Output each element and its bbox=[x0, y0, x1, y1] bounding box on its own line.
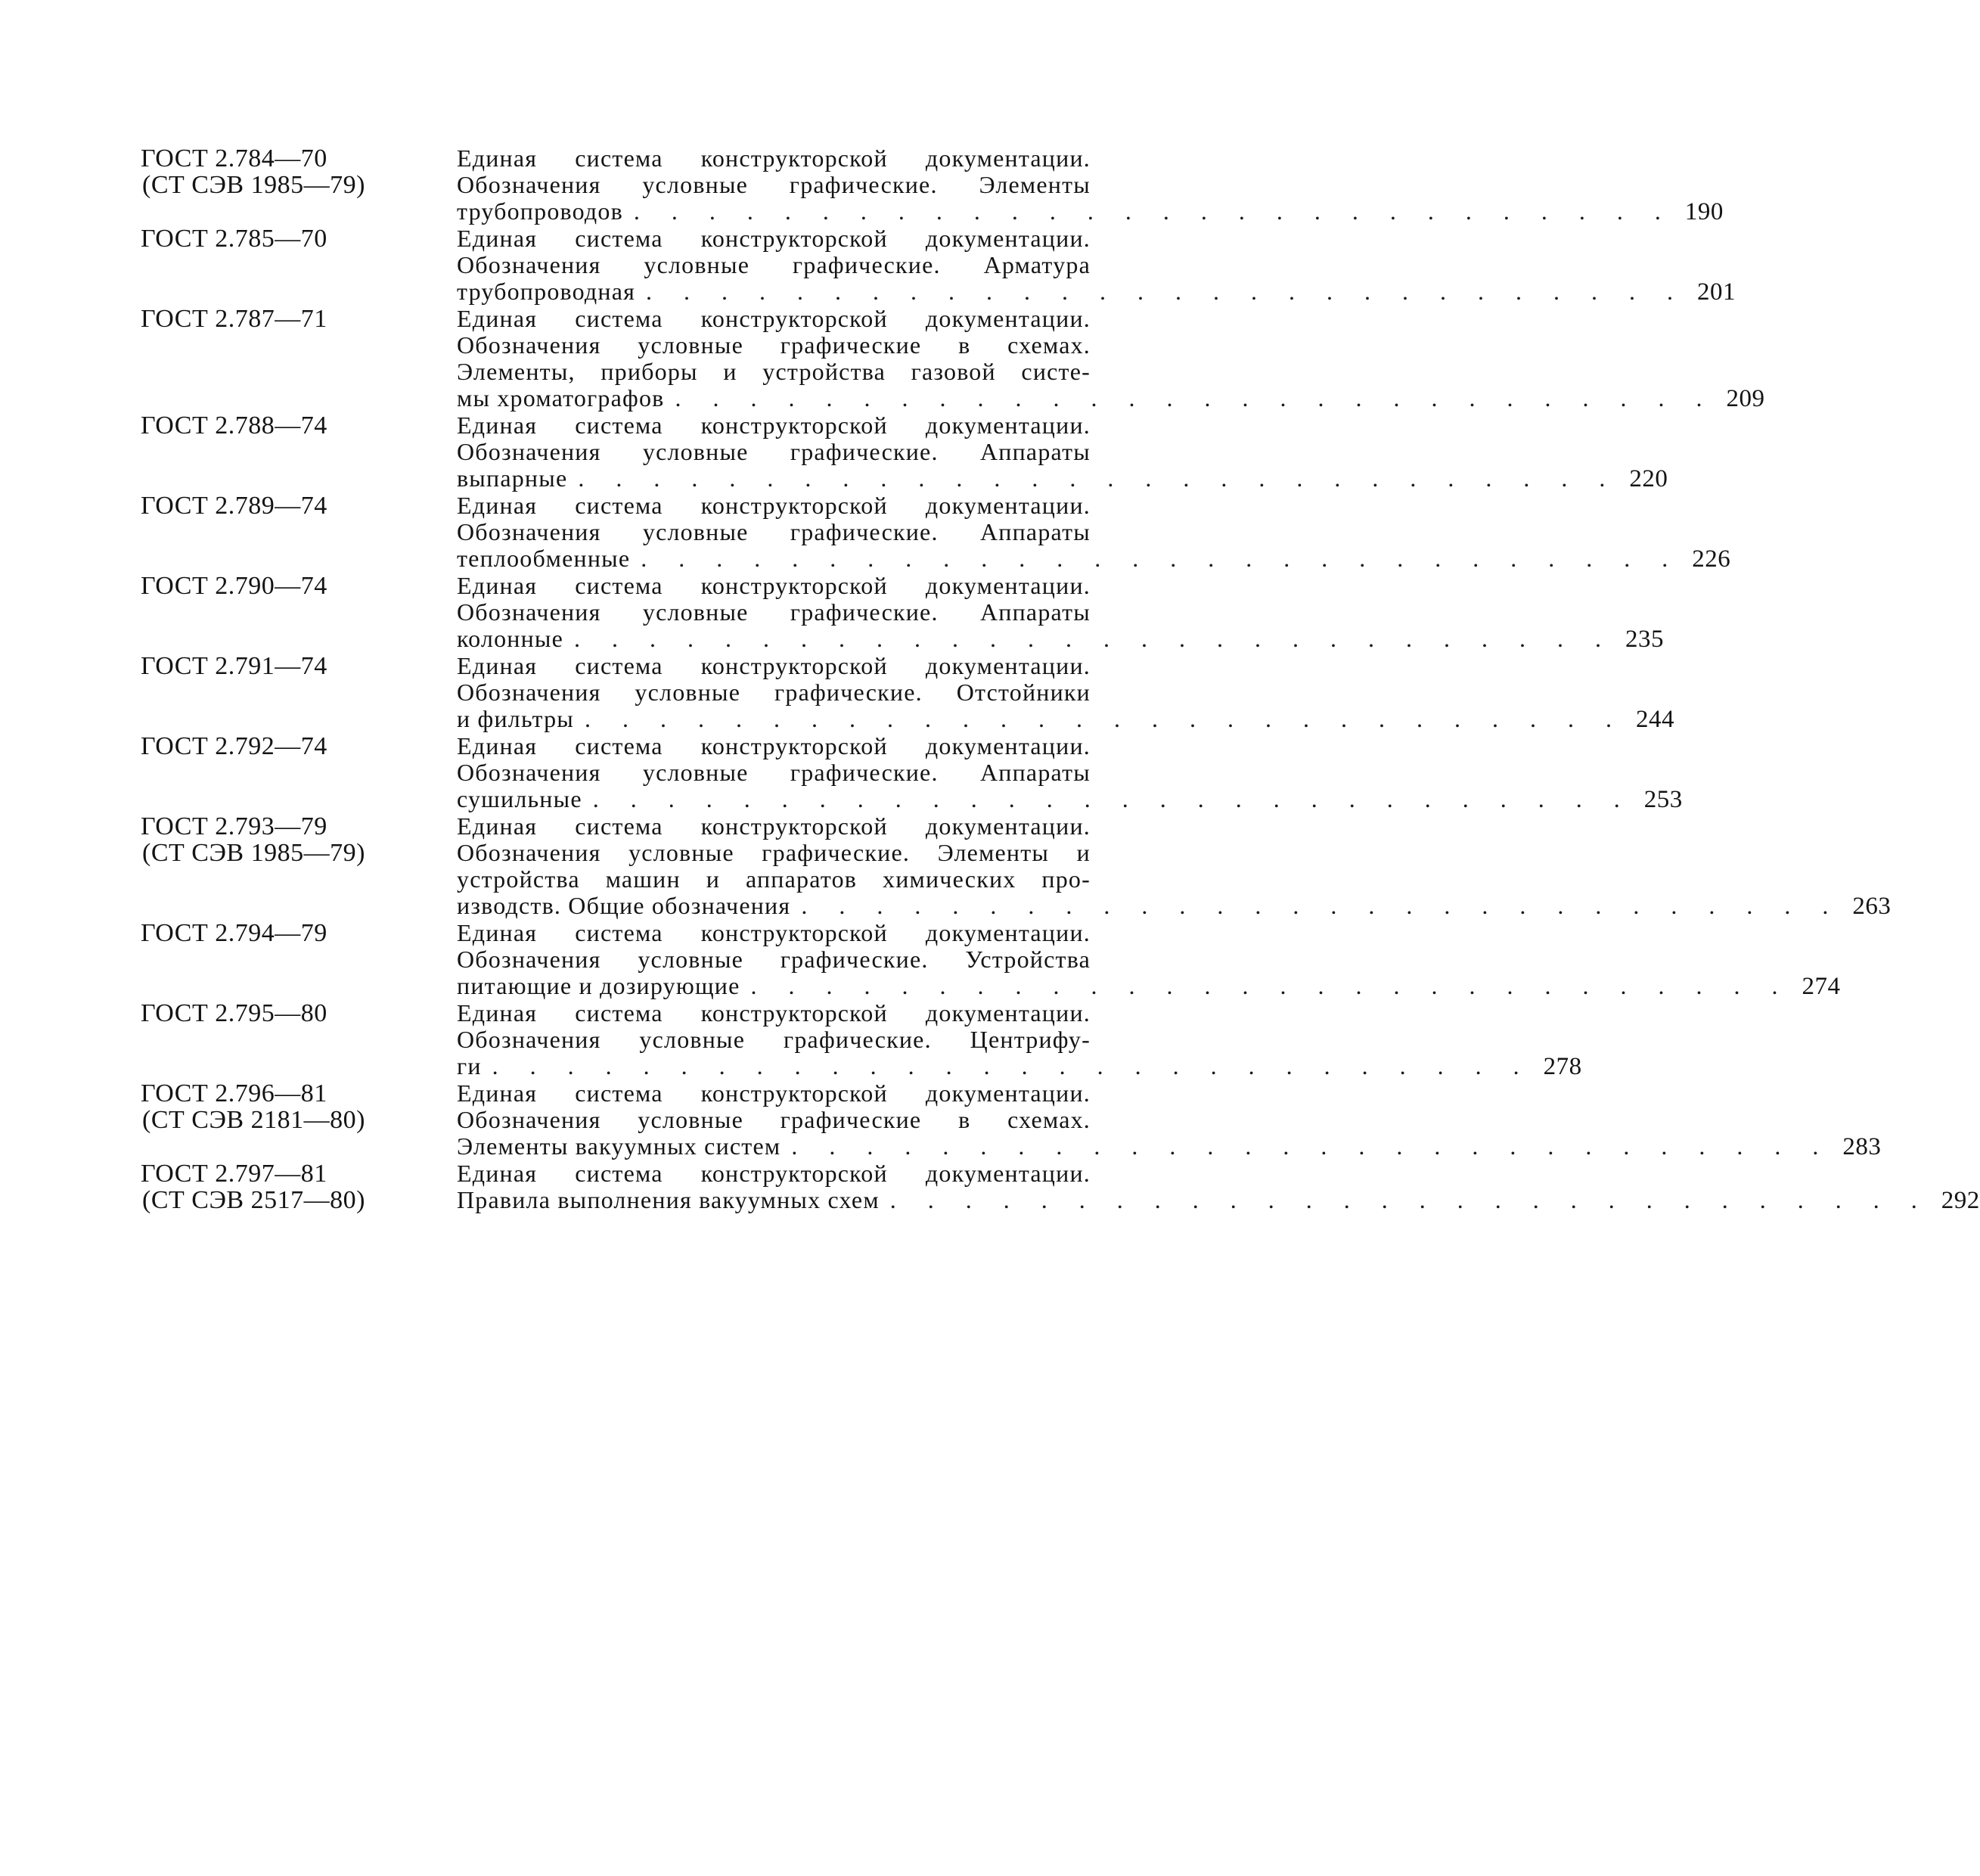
page-number: 190 bbox=[1684, 198, 1724, 225]
standard-title bbox=[457, 305, 1765, 412]
dot-leader: . . . . . . . . . . . . . . . . . . . . . . . . . . . . bbox=[641, 545, 1681, 572]
title-line: Обозначения условные графические. Устройства bbox=[457, 946, 1091, 973]
title-line-end: выпарные bbox=[457, 464, 568, 492]
gost-index-list bbox=[141, 144, 1980, 1214]
title-line: устройства машин и аппаратов химических про- bbox=[457, 865, 1091, 893]
title-last-line bbox=[457, 1186, 1980, 1214]
title-last-line bbox=[457, 464, 1668, 492]
title-line: Обозначения условные графические в схемах. bbox=[457, 1106, 1091, 1133]
index-entry bbox=[141, 412, 1668, 492]
dot-leader: . . . . . . . . . . . . . . . . . . . . . . . . . . . . bbox=[592, 785, 1633, 812]
index-entry bbox=[141, 492, 1731, 573]
title-line: Единая система конструкторской документации. bbox=[457, 652, 1091, 679]
title-line: Обозначения условные графические. Отстойники bbox=[457, 679, 1091, 706]
st-sev-code: (СТ СЭВ 2517—80) bbox=[142, 1186, 365, 1214]
title-line: Обозначения условные графические. Элементы bbox=[457, 171, 1091, 198]
title-line-end: мы хроматографов bbox=[457, 384, 665, 412]
title-last-line bbox=[457, 1052, 1582, 1080]
index-entry bbox=[141, 1160, 1980, 1214]
title-line-end: трубопроводная bbox=[457, 278, 636, 305]
standard-title bbox=[457, 1079, 1882, 1160]
standard-codes bbox=[141, 412, 457, 439]
gost-code: ГОСТ 2.789—74 bbox=[141, 492, 327, 520]
standard-title bbox=[457, 919, 1841, 1000]
page-number: 283 bbox=[1842, 1133, 1882, 1160]
dot-leader: . . . . . . . . . . . . . . . . . . . . . . . . . . . . bbox=[675, 384, 1715, 412]
title-line-end: Элементы вакуумных систем bbox=[457, 1132, 781, 1160]
standard-codes bbox=[141, 920, 457, 946]
gost-code: ГОСТ 2.790—74 bbox=[141, 572, 327, 600]
standard-title bbox=[457, 812, 1892, 920]
standard-codes bbox=[141, 653, 457, 679]
dot-leader: . . . . . . . . . . . . . . . . . . . . . . . . . . . . bbox=[574, 625, 1615, 652]
index-entry bbox=[141, 812, 1892, 920]
index-entry bbox=[141, 999, 1582, 1080]
title-last-line bbox=[457, 197, 1724, 225]
st-sev-code: (СТ СЭВ 2181—80) bbox=[142, 1106, 365, 1134]
title-line: Обозначения условные графические. Аппараты bbox=[457, 438, 1091, 465]
title-line: Обозначения условные графические. Элементы и bbox=[457, 839, 1091, 866]
title-last-line bbox=[457, 705, 1675, 733]
standard-codes bbox=[141, 813, 457, 866]
page-number: 292 bbox=[1941, 1187, 1980, 1214]
title-line: Единая система конструкторской документации. bbox=[457, 919, 1091, 946]
index-entry bbox=[141, 572, 1665, 653]
title-line: Единая система конструкторской документации. bbox=[457, 305, 1091, 332]
title-line: Обозначения условные графические. Аппараты bbox=[457, 759, 1091, 786]
title-line: Обозначения условные графические. Аппараты bbox=[457, 598, 1091, 626]
standard-title bbox=[457, 1160, 1980, 1214]
page-number: 226 bbox=[1692, 545, 1731, 573]
gost-code: ГОСТ 2.788—74 bbox=[141, 412, 327, 439]
title-line: Единая система конструкторской документации. bbox=[457, 812, 1091, 840]
dot-leader: . . . . . . . . . . . . . . . . . . . . . . . . . . . . bbox=[801, 892, 1842, 919]
standard-title bbox=[457, 732, 1683, 813]
index-entry bbox=[141, 919, 1841, 1000]
standard-codes bbox=[141, 225, 457, 252]
dot-leader: . . . . . . . . . . . . . . . . . . . . . . . . . . . . bbox=[750, 972, 1791, 999]
page-number: 235 bbox=[1625, 626, 1665, 653]
dot-leader: . . . . . . . . . . . . . . . . . . . . . . . . . . . . bbox=[791, 1132, 1832, 1160]
page-number: 201 bbox=[1697, 278, 1736, 306]
title-line: Обозначения условные графические. Центрифу- bbox=[457, 1026, 1091, 1053]
standard-title bbox=[457, 572, 1665, 653]
standard-title bbox=[457, 999, 1582, 1080]
title-line: Единая система конструкторской документации. bbox=[457, 732, 1091, 759]
title-last-line bbox=[457, 625, 1665, 653]
title-last-line bbox=[457, 278, 1736, 306]
standard-codes bbox=[141, 145, 457, 198]
standard-codes bbox=[141, 1000, 457, 1027]
dot-leader: . . . . . . . . . . . . . . . . . . . . . . . . . . . . bbox=[492, 1052, 1532, 1079]
title-line-end: Правила выполнения вакуумных схем bbox=[457, 1186, 880, 1213]
title-line: Обозначения условные графические. Аппараты bbox=[457, 518, 1091, 545]
title-line: Элементы, приборы и устройства газовой систе- bbox=[457, 358, 1091, 385]
gost-code: ГОСТ 2.793—79 bbox=[141, 812, 327, 840]
title-line: Единая система конструкторской документации. bbox=[457, 144, 1091, 172]
standard-codes bbox=[141, 306, 457, 332]
index-entry bbox=[141, 1079, 1882, 1160]
index-entry bbox=[141, 144, 1724, 225]
index-entry bbox=[141, 225, 1736, 306]
dot-leader: . . . . . . . . . . . . . . . . . . . . . . . . . . . . bbox=[633, 197, 1674, 225]
standard-title bbox=[457, 144, 1724, 225]
page-number: 244 bbox=[1636, 706, 1675, 733]
gost-code: ГОСТ 2.794—79 bbox=[141, 919, 327, 947]
index-entry bbox=[141, 652, 1675, 733]
st-sev-code: (СТ СЭВ 1985—79) bbox=[142, 839, 365, 867]
title-last-line bbox=[457, 545, 1731, 573]
title-line: Обозначения условные графические в схемах. bbox=[457, 331, 1091, 359]
title-line: Единая система конструкторской документации. bbox=[457, 225, 1091, 252]
page-number: 220 bbox=[1629, 465, 1668, 492]
title-line-end: питающие и дозирующие bbox=[457, 972, 740, 999]
index-entry bbox=[141, 305, 1765, 412]
standard-codes bbox=[141, 733, 457, 759]
gost-code: ГОСТ 2.791—74 bbox=[141, 652, 327, 680]
dot-leader: . . . . . . . . . . . . . . . . . . . . . . . . . . . . bbox=[646, 278, 1687, 305]
title-line: Обозначения условные графические. Арматура bbox=[457, 251, 1091, 278]
gost-code: ГОСТ 2.796—81 bbox=[141, 1079, 327, 1107]
gost-code: ГОСТ 2.784—70 bbox=[141, 144, 327, 172]
title-line: Единая система конструкторской документации. bbox=[457, 572, 1091, 599]
title-line: Единая система конструкторской документации. bbox=[457, 999, 1091, 1027]
gost-code: ГОСТ 2.785—70 bbox=[141, 225, 327, 253]
title-line-end: и фильтры bbox=[457, 705, 575, 732]
standard-title bbox=[457, 225, 1736, 306]
title-line-end: трубопроводов bbox=[457, 197, 623, 225]
title-line: Единая система конструкторской документации. bbox=[457, 412, 1091, 439]
gost-code: ГОСТ 2.787—71 bbox=[141, 305, 327, 333]
standard-codes bbox=[141, 492, 457, 519]
standard-codes bbox=[141, 573, 457, 599]
title-line: Единая система конструкторской документации. bbox=[457, 1079, 1091, 1107]
page-number: 278 bbox=[1543, 1053, 1582, 1080]
page-number: 209 bbox=[1726, 385, 1765, 412]
gost-code: ГОСТ 2.797—81 bbox=[141, 1160, 327, 1188]
title-last-line bbox=[457, 972, 1841, 1000]
standard-codes bbox=[141, 1080, 457, 1133]
title-line-end: теплообменные bbox=[457, 545, 631, 572]
title-line-end: сушильные bbox=[457, 785, 582, 812]
gost-code: ГОСТ 2.795—80 bbox=[141, 999, 327, 1027]
title-line-end: ги bbox=[457, 1052, 482, 1079]
page-number: 253 bbox=[1643, 786, 1683, 813]
title-last-line bbox=[457, 892, 1892, 920]
dot-leader: . . . . . . . . . . . . . . . . . . . . . . . . . . . . bbox=[889, 1186, 1930, 1213]
title-line: Единая система конструкторской документации. bbox=[457, 492, 1091, 519]
standard-title bbox=[457, 652, 1675, 733]
index-entry bbox=[141, 732, 1683, 813]
title-line: Единая система конструкторской документации. bbox=[457, 1160, 1091, 1187]
title-last-line bbox=[457, 785, 1683, 813]
title-last-line bbox=[457, 1132, 1882, 1160]
standard-title bbox=[457, 412, 1668, 492]
title-line-end: колонные bbox=[457, 625, 564, 652]
title-last-line bbox=[457, 384, 1765, 412]
page-number: 263 bbox=[1852, 893, 1892, 920]
standard-codes bbox=[141, 1160, 457, 1213]
title-line-end: изводств. Общие обозначения bbox=[457, 892, 791, 919]
page-number: 274 bbox=[1802, 973, 1841, 1000]
standard-title bbox=[457, 492, 1731, 573]
dot-leader: . . . . . . . . . . . . . . . . . . . . . . . . . . . . bbox=[578, 464, 1618, 492]
dot-leader: . . . . . . . . . . . . . . . . . . . . . . . . . . . . bbox=[585, 705, 1625, 732]
st-sev-code: (СТ СЭВ 1985—79) bbox=[142, 171, 365, 199]
gost-code: ГОСТ 2.792—74 bbox=[141, 732, 327, 760]
